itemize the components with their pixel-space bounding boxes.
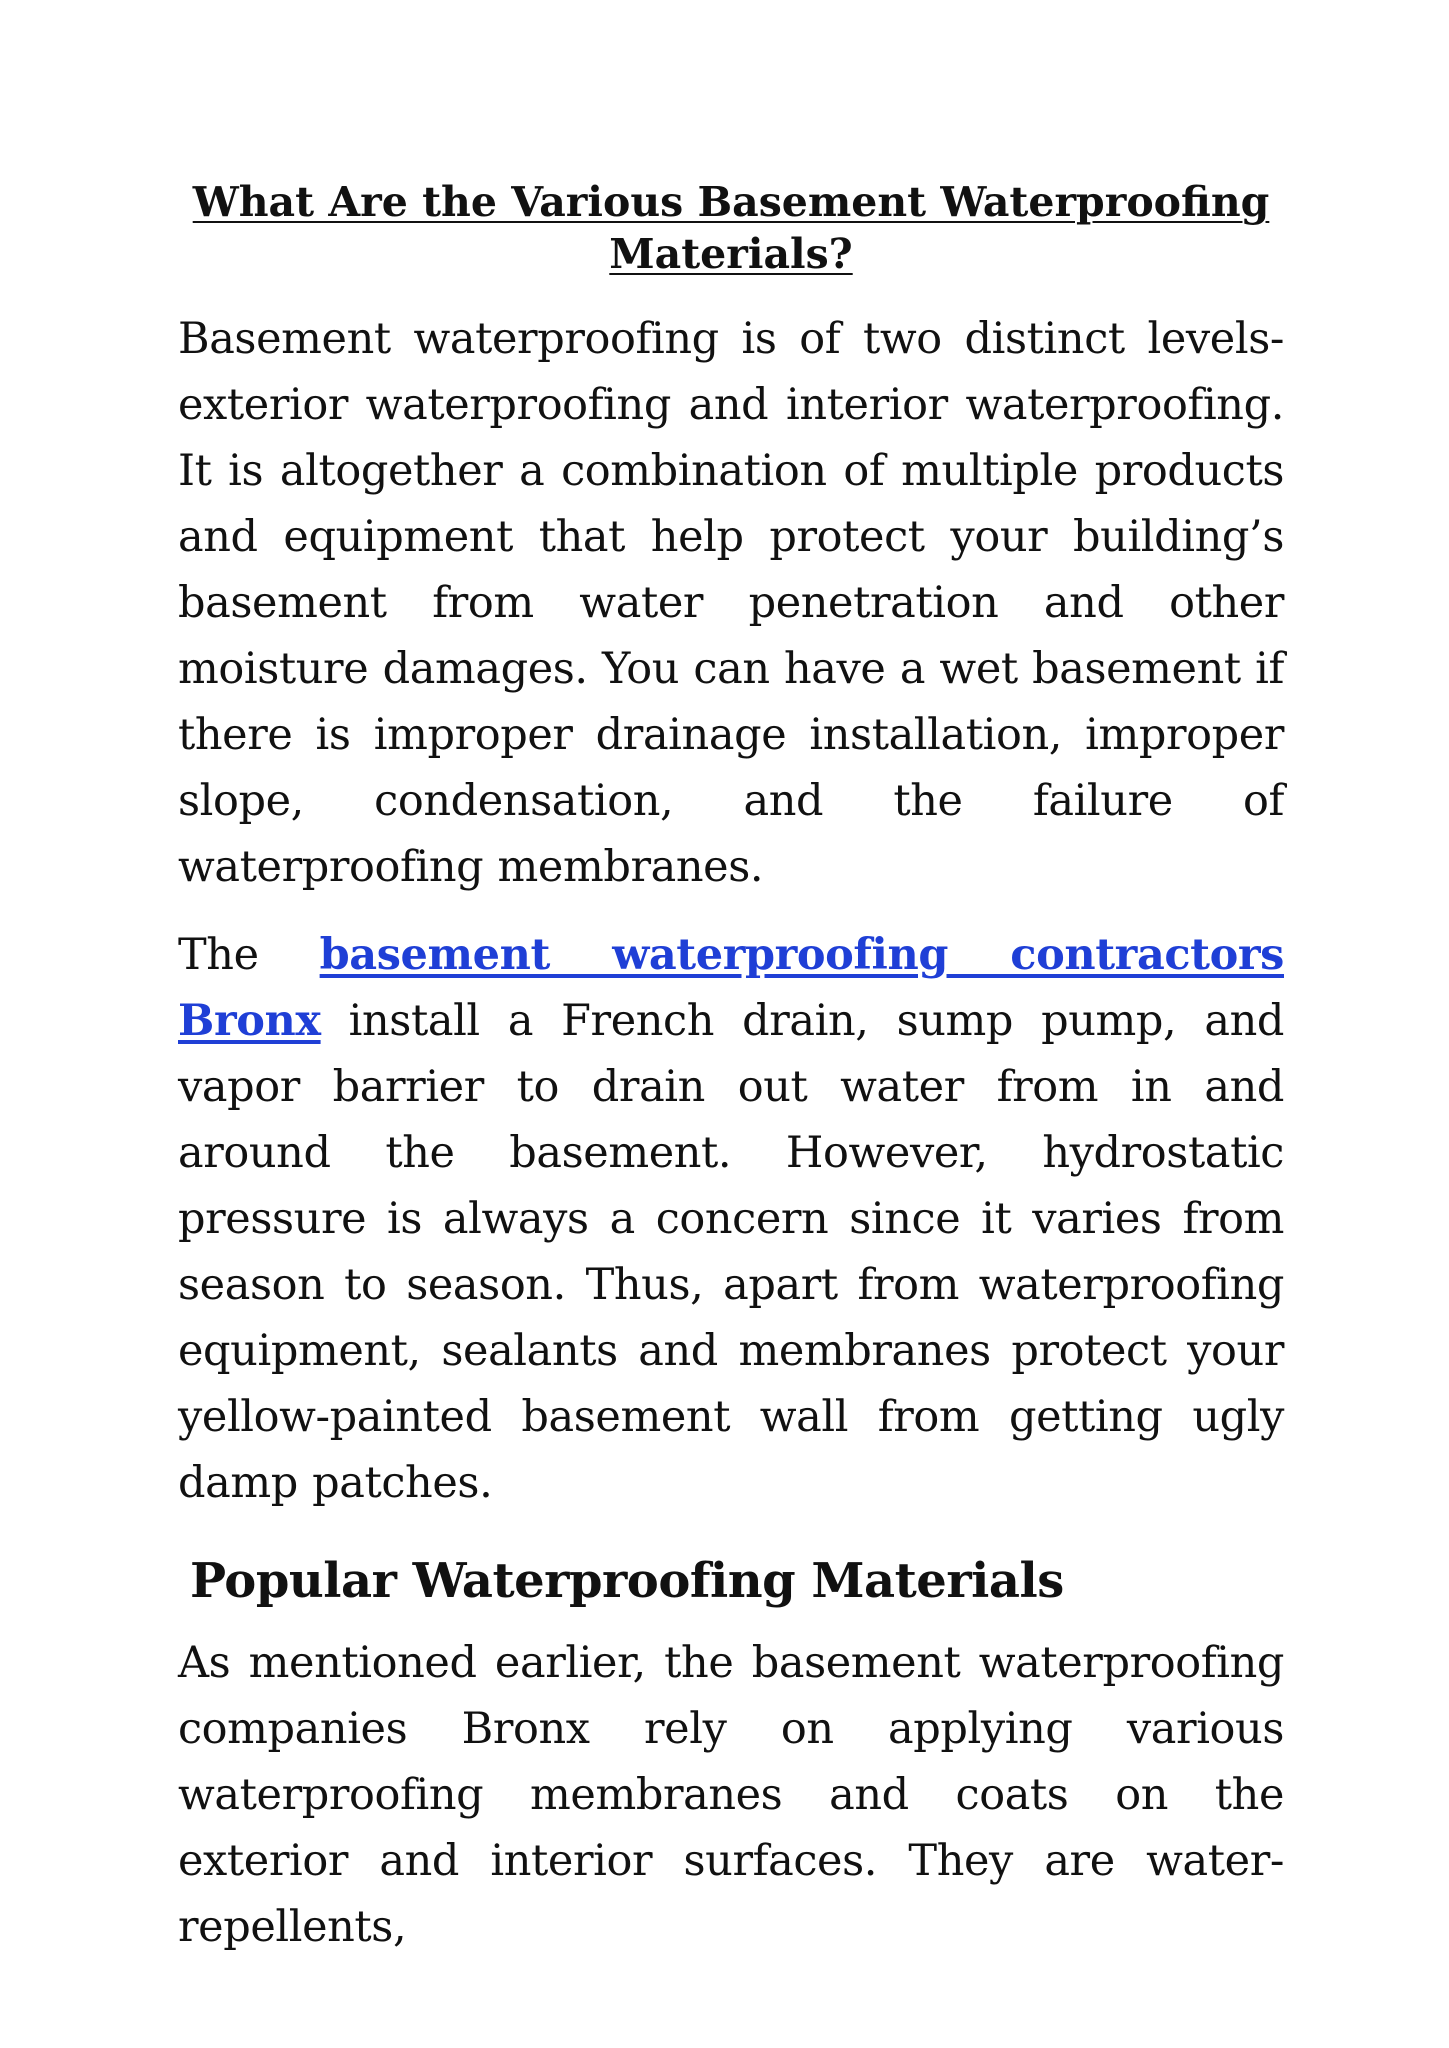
paragraph-lead-text: The — [178, 930, 320, 980]
document-content — [178, 176, 1284, 1960]
contractors-link[interactable]: basement waterproofing contractors Bronx — [178, 930, 1284, 1046]
paragraph-body-text: install a French drain, sump pump, and vapor barrier to drain out water from in and around the basement. However, hydrostatic pressure is always a concern since it varies from season to season. Thus, apart from waterproofing equipment, sealants and membranes protect your yellow-painted basement wall from getting ugly damp patches. — [178, 996, 1284, 1508]
materials-paragraph: As mentioned earlier, the basement waterproofing companies Bronx rely on applying various waterproofing membranes and coats on the exterior and interior surfaces. They are water-repellents, — [178, 1638, 1284, 1952]
intro-paragraph: Basement waterproofing is of two distinct levels- exterior waterproofing and interior waterproofing. It is altogether a combination of multiple products and equipment that help protect your building’s basement from water penetration and other moisture damages. You can have a wet basement if there is improper drainage installation, improper slope, condensation, and the failure of waterproofing membranes. — [178, 314, 1284, 892]
page-title: What Are the Various Basement Waterproofing Materials? — [192, 178, 1270, 278]
contractors-paragraph — [178, 922, 1284, 1516]
section-heading: Popular Waterproofing Materials — [190, 1553, 1064, 1609]
